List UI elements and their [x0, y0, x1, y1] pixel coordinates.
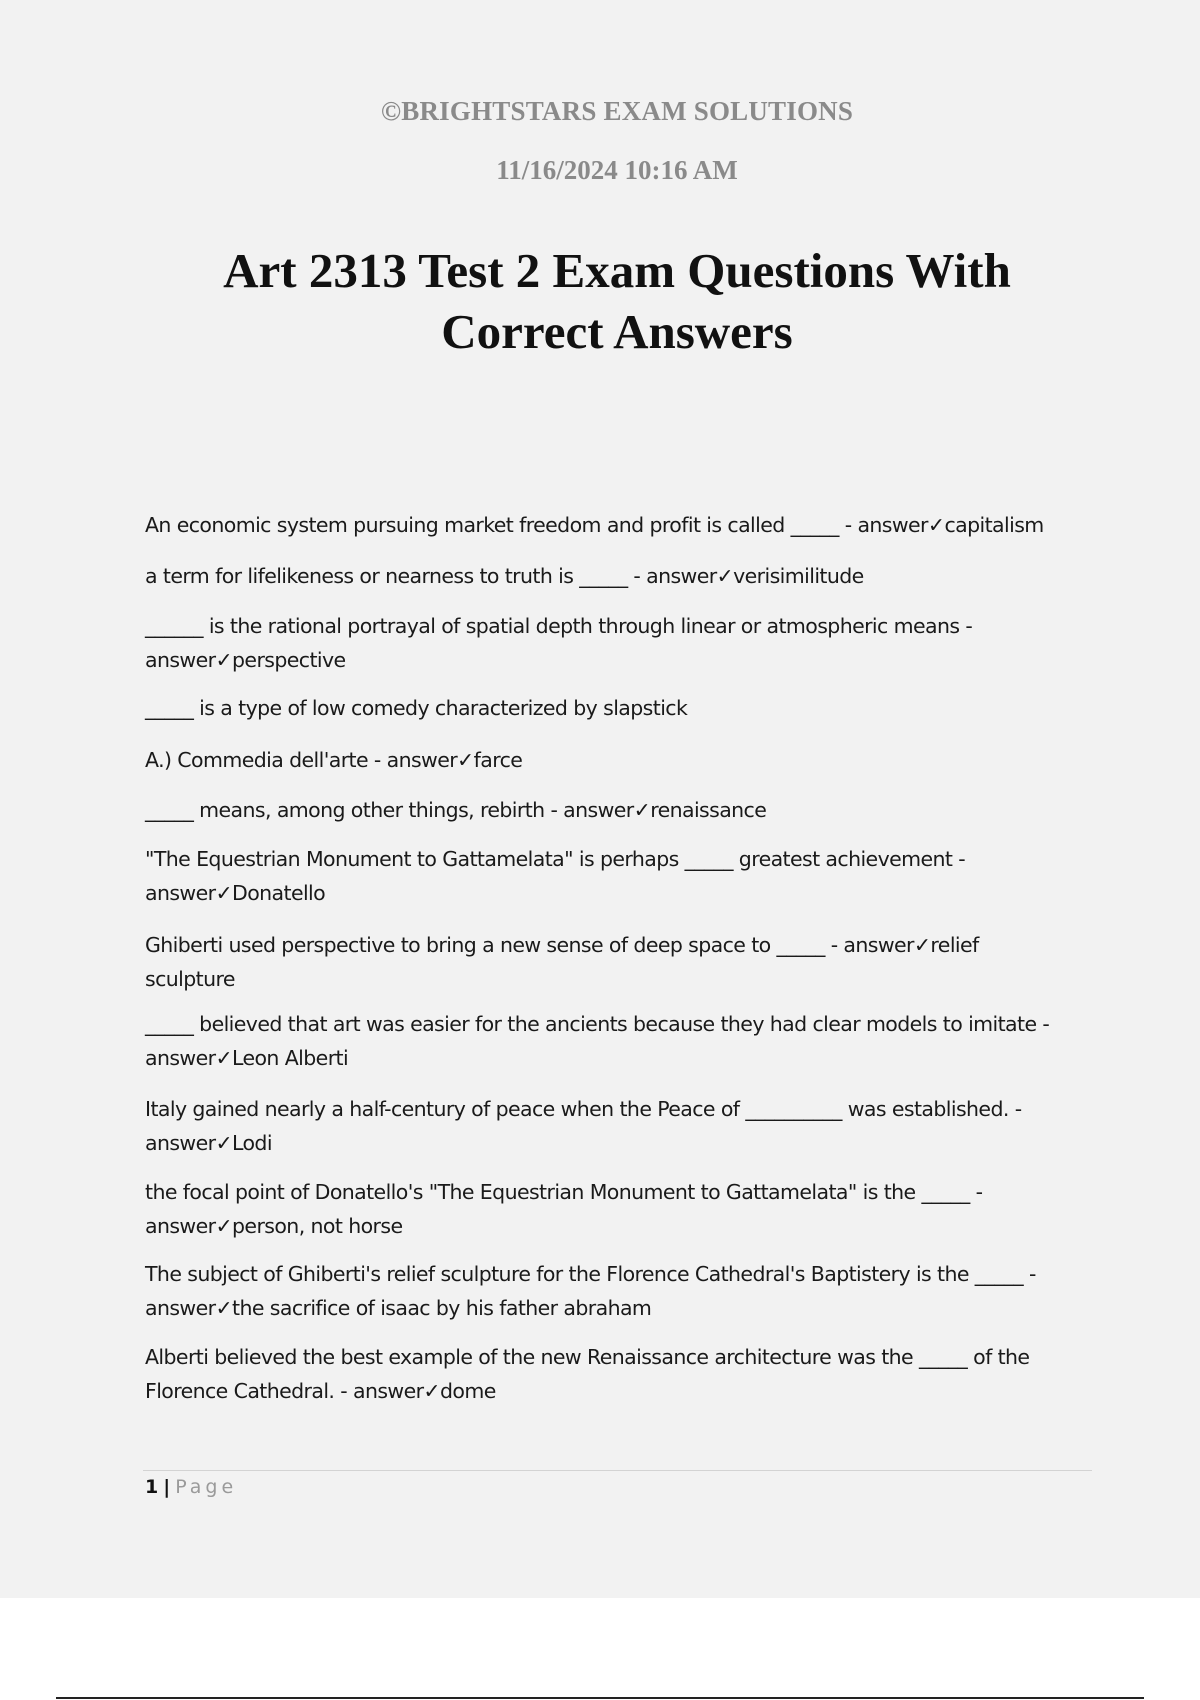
qa-line-1: "The Equestrian Monument to Gattamelata" is perhaps _____ greatest achievement -: [145, 847, 966, 871]
qa-line-2: Florence Cathedral. - answer✓dome: [145, 1379, 496, 1403]
page-label: Page: [175, 1476, 238, 1498]
page-number-footer: [145, 1474, 237, 1500]
qa-line-1: _____ believed that art was easier for the ancients because they had clear models to imitate -: [145, 1012, 1050, 1036]
page-separator: |: [163, 1476, 171, 1498]
qa-line-1: _____ is a type of low comedy characterized by slapstick: [145, 696, 688, 720]
qa-item-farce: [145, 743, 1080, 777]
qa-line-1: Alberti believed the best example of the new Renaissance architecture was the _____ of the: [145, 1345, 1030, 1369]
qa-line-1: Italy gained nearly a half-century of peace when the Peace of __________ was established. -: [145, 1097, 1022, 1121]
qa-line-1: Ghiberti used perspective to bring a new sense of deep space to _____ - answer✓relief: [145, 933, 979, 957]
qa-item-donatello: [145, 842, 1080, 910]
qa-line-2: answer✓perspective: [145, 648, 346, 672]
qa-item-baptistery-subject: [145, 1257, 1080, 1325]
bottom-divider: [56, 1697, 1144, 1699]
qa-line-2: answer✓Lodi: [145, 1131, 272, 1155]
footer-divider: [143, 1470, 1092, 1471]
qa-line-1: An economic system pursuing market freedom and profit is called _____ - answer✓capitalism: [145, 513, 1044, 537]
qa-line-2: answer✓the sacrifice of isaac by his father abraham: [145, 1296, 652, 1320]
document-title-line-1: Art 2313 Test 2 Exam Questions With: [223, 243, 1011, 298]
document-title-line-2: Correct Answers: [441, 304, 793, 359]
page-number: 1: [145, 1476, 159, 1498]
qa-line-1: ______ is the rational portrayal of spatial depth through linear or atmospheric means -: [145, 614, 973, 638]
qa-line-1: A.) Commedia dell'arte - answer✓farce: [145, 748, 523, 772]
qa-item-capitalism: [145, 508, 1080, 542]
qa-item-verisimilitude: [145, 559, 1080, 593]
header-brand: ©BRIGHTSTARS EXAM SOLUTIONS: [380, 96, 854, 126]
qa-item-low-comedy: [145, 691, 1080, 725]
qa-item-dome: [145, 1340, 1080, 1408]
qa-line-1: The subject of Ghiberti's relief sculpture for the Florence Cathedral's Baptistery is the _____ -: [145, 1262, 1036, 1286]
document-title: [150, 240, 1084, 362]
qa-line-1: the focal point of Donatello's "The Equestrian Monument to Gattamelata" is the _____ -: [145, 1180, 983, 1204]
qa-item-lodi: [145, 1092, 1080, 1160]
qa-line-2: sculpture: [145, 967, 235, 991]
header-datetime: 11/16/2024 10:16 AM: [496, 155, 738, 185]
qa-line-2: answer✓Leon Alberti: [145, 1046, 349, 1070]
qa-line-2: answer✓person, not horse: [145, 1214, 403, 1238]
qa-line-1: a term for lifelikeness or nearness to truth is _____ - answer✓verisimilitude: [145, 564, 864, 588]
qa-item-perspective: [145, 609, 1080, 677]
qa-line-2: answer✓Donatello: [145, 881, 326, 905]
qa-item-focal-point: [145, 1175, 1080, 1243]
qa-line-1: _____ means, among other things, rebirth - answer✓renaissance: [145, 798, 767, 822]
qa-item-leon-alberti: [145, 1007, 1080, 1075]
qa-item-relief-sculpture: [145, 928, 1080, 996]
qa-item-renaissance: [145, 793, 1080, 827]
